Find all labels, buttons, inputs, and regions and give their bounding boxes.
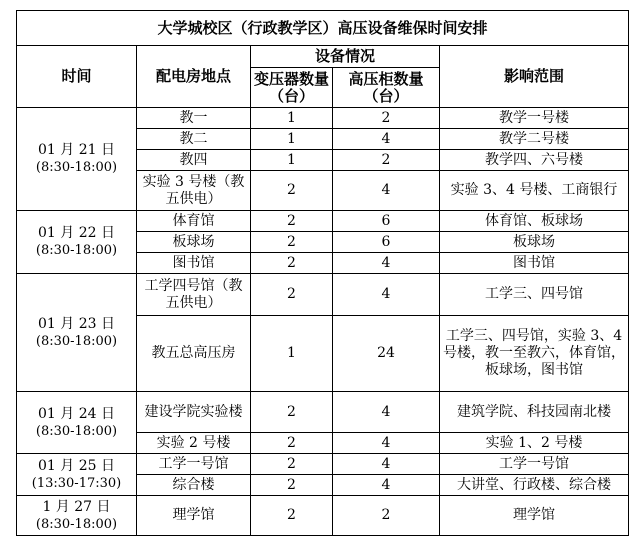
location-cell: 图书馆 <box>137 253 251 274</box>
cabinets-cell: 4 <box>333 274 440 316</box>
scope-cell: 实验 1、2 号楼 <box>440 433 629 454</box>
transformers-cell: 2 <box>251 274 333 316</box>
header-time: 时间 <box>17 46 137 108</box>
location-cell: 教四 <box>137 150 251 171</box>
cabinets-cell: 6 <box>333 232 440 253</box>
transformers-cell: 2 <box>251 232 333 253</box>
table-row <box>17 274 629 316</box>
transformers-cell: 2 <box>251 211 333 232</box>
title-row <box>17 11 629 46</box>
date-text: 01 月 22 日 <box>38 225 115 241</box>
table-row <box>17 211 629 232</box>
hours-text: (8:30-18:00) <box>35 516 118 532</box>
table-row <box>17 454 629 475</box>
hours-text: (8:30-18:00) <box>35 160 118 175</box>
time-cell <box>17 274 137 392</box>
transformers-cell: 2 <box>251 475 333 496</box>
location-cell: 实验 3 号楼（教五供电） <box>137 171 251 211</box>
scope-cell: 实验 3、4 号楼、工商银行 <box>440 171 629 211</box>
cabinets-cell: 4 <box>333 392 440 433</box>
transformers-cell: 1 <box>251 150 333 171</box>
time-cell <box>17 496 137 536</box>
date-text: 1 月 27 日 <box>42 498 111 515</box>
header-location: 配电房地点 <box>137 46 251 108</box>
table-title: 大学城校区（行政教学区）高压设备维保时间安排 <box>17 11 629 46</box>
cabinets-cell: 24 <box>333 316 440 392</box>
table-row <box>17 496 629 536</box>
transformers-cell: 2 <box>251 433 333 454</box>
header-transformers: 变压器数量（台） <box>251 68 333 108</box>
hours-text: (8:30-18:00) <box>35 423 118 439</box>
scope-cell: 建筑学院、科技园南北楼 <box>440 392 629 433</box>
cabinets-cell: 2 <box>333 108 440 129</box>
header-scope: 影响范围 <box>440 46 629 108</box>
cabinets-cell: 4 <box>333 475 440 496</box>
location-cell: 工学四号馆（教五供电） <box>137 274 251 316</box>
location-cell: 工学一号馆 <box>137 454 251 475</box>
scope-cell: 板球场 <box>440 232 629 253</box>
table-row <box>17 392 629 433</box>
scope-cell: 大讲堂、行政楼、综合楼 <box>440 475 629 496</box>
hours-text: (8:30-18:00) <box>35 333 118 349</box>
transformers-cell: 2 <box>251 253 333 274</box>
time-cell <box>17 108 137 211</box>
transformers-cell: 1 <box>251 108 333 129</box>
cabinets-cell: 4 <box>333 171 440 211</box>
location-cell: 综合楼 <box>137 475 251 496</box>
scope-cell: 教学四、六号楼 <box>440 150 629 171</box>
time-cell <box>17 454 137 496</box>
date-text: 01 月 24 日 <box>38 405 115 422</box>
header-hv-cabinets: 高压柜数量（台） <box>333 68 440 108</box>
scope-cell: 图书馆 <box>440 253 629 274</box>
cabinets-cell: 2 <box>333 496 440 536</box>
location-cell: 教二 <box>137 129 251 150</box>
header-row-1 <box>17 46 629 68</box>
cabinets-cell: 2 <box>333 150 440 171</box>
location-cell: 教五总高压房 <box>137 316 251 392</box>
scope-cell: 体育馆、板球场 <box>440 211 629 232</box>
scope-cell: 理学馆 <box>440 496 629 536</box>
transformers-cell: 1 <box>251 316 333 392</box>
location-cell: 板球场 <box>137 232 251 253</box>
scope-cell: 工学三、四号馆，实验 3、4 号楼，教一至教六，体育馆，板球场，图书馆 <box>440 316 629 392</box>
transformers-cell: 2 <box>251 392 333 433</box>
transformers-cell: 2 <box>251 454 333 475</box>
location-cell: 实验 2 号楼 <box>137 433 251 454</box>
scope-cell: 工学一号馆 <box>440 454 629 475</box>
scope-cell: 教学二号楼 <box>440 129 629 150</box>
cabinets-cell: 6 <box>333 211 440 232</box>
time-cell <box>17 211 137 274</box>
header-equipment: 设备情况 <box>251 46 440 68</box>
scope-cell: 教学一号楼 <box>440 108 629 129</box>
schedule-body <box>17 11 629 536</box>
scope-cell: 工学三、四号馆 <box>440 274 629 316</box>
transformers-cell: 2 <box>251 496 333 536</box>
date-text: 01 月 21 日 <box>38 142 115 158</box>
date-text: 01 月 23 日 <box>38 315 115 332</box>
transformers-cell: 2 <box>251 171 333 211</box>
hours-text: (8:30-18:00) <box>35 243 118 258</box>
time-cell <box>17 392 137 454</box>
table-row <box>17 108 629 129</box>
schedule-table <box>16 10 629 536</box>
date-text: 01 月 25 日 <box>38 457 115 474</box>
cabinets-cell: 4 <box>333 454 440 475</box>
cabinets-cell: 4 <box>333 433 440 454</box>
cabinets-cell: 4 <box>333 129 440 150</box>
location-cell: 教一 <box>137 108 251 129</box>
location-cell: 理学馆 <box>137 496 251 536</box>
hours-text: (13:30-17:30) <box>31 475 122 491</box>
transformers-cell: 1 <box>251 129 333 150</box>
cabinets-cell: 4 <box>333 253 440 274</box>
location-cell: 体育馆 <box>137 211 251 232</box>
location-cell: 建设学院实验楼 <box>137 392 251 433</box>
